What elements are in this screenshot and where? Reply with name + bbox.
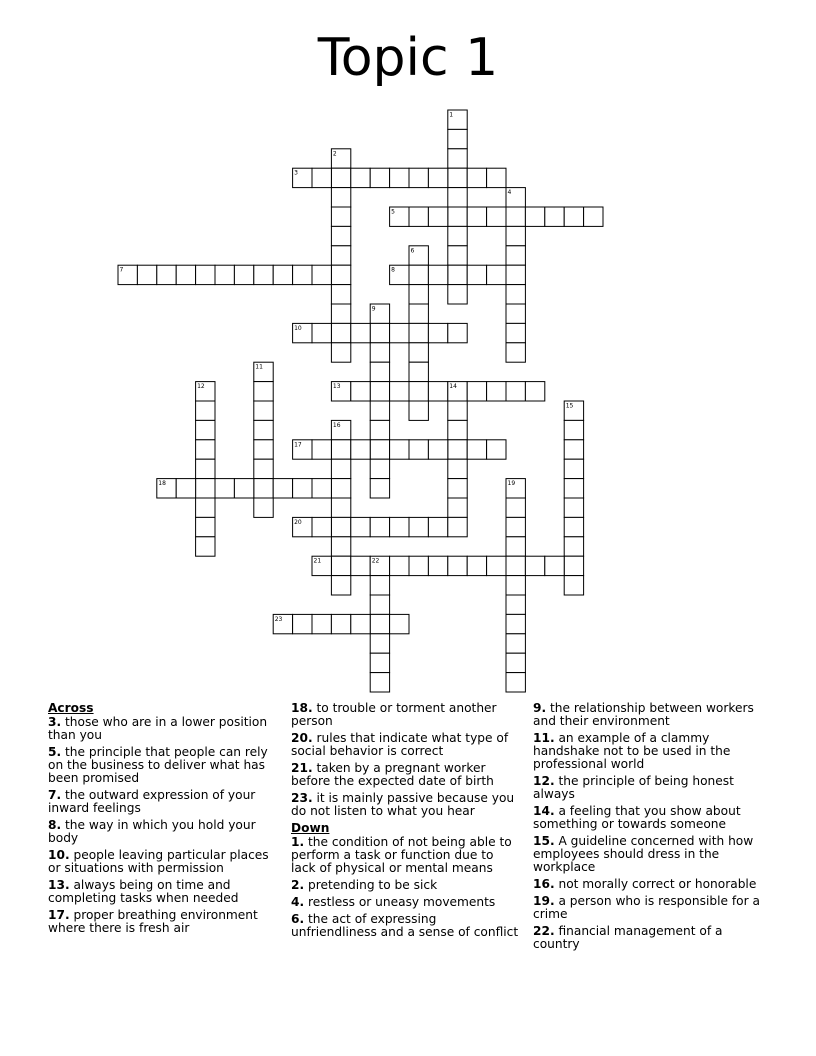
grid-cell[interactable] [331,459,350,478]
grid-cell[interactable] [564,479,583,498]
grid-cell[interactable] [448,226,467,245]
grid-cell[interactable] [331,556,350,575]
grid-cell[interactable] [487,265,506,284]
grid-cell[interactable] [215,265,234,284]
grid-cell[interactable] [196,537,215,556]
grid-cell[interactable] [448,129,467,148]
page-title: Topic 1 [317,28,499,88]
grid-cell[interactable] [448,498,467,517]
grid-cell[interactable] [467,556,486,575]
clue-down-16: 16. not morally correct or honorable [533,877,757,891]
grid-cell[interactable] [525,207,544,226]
grid-cell[interactable] [448,459,467,478]
grid-cell[interactable] [370,576,389,595]
grid-cell[interactable] [564,440,583,459]
down-heading: Down [291,821,330,835]
grid-cell[interactable] [254,459,273,478]
clue-number-label: 14 [449,383,457,391]
grid-cell[interactable] [448,323,467,342]
clue-across-3: 3. those who are in a lower position than you [48,715,268,742]
clue-across-13: 13. always being on time and completing tasks when needed [48,878,239,905]
clue-across-10: 10. people leaving particular places or situations with permission [48,848,269,875]
grid-cell[interactable] [428,207,447,226]
grid-cell[interactable] [370,673,389,692]
clue-number-label: 21 [313,557,322,565]
grid-cell[interactable] [545,556,564,575]
grid-cell[interactable] [370,479,389,498]
grid-cell[interactable] [351,168,370,187]
grid-cell[interactable] [409,285,428,304]
grid-cell[interactable] [428,556,447,575]
grid-cell[interactable] [409,382,428,401]
clues-column-1 [48,702,272,939]
grid-cell[interactable] [506,207,525,226]
grid-cell[interactable] [312,168,331,187]
grid-cell[interactable] [234,479,253,498]
grid-cell[interactable] [506,537,525,556]
grid-cell[interactable] [564,498,583,517]
clue-down-9: 9. the relationship between workers and their environment [533,701,754,728]
grid-cell[interactable] [487,440,506,459]
grid-cell[interactable] [254,420,273,439]
grid-cell[interactable] [331,498,350,517]
grid-cell[interactable] [196,265,215,284]
clue-number-label: 12 [197,383,205,391]
grid-cell[interactable] [312,440,331,459]
grid-cell[interactable] [370,401,389,420]
grid-cell[interactable] [564,517,583,536]
grid-cell[interactable] [331,207,350,226]
grid-cell[interactable] [234,265,253,284]
clue-number-label: 11 [255,363,263,371]
grid-cell[interactable] [487,168,506,187]
grid-cell[interactable] [506,246,525,265]
grid-cell[interactable] [137,265,156,284]
grid-cell[interactable] [312,614,331,633]
grid-cell[interactable] [176,479,195,498]
grid-cell[interactable] [448,265,467,284]
clue-down-2: 2. pretending to be sick [291,878,438,892]
grid-cell[interactable] [506,304,525,323]
grid-cell[interactable] [506,673,525,692]
clue-number-label: 5 [391,208,395,216]
grid-cell[interactable] [331,246,350,265]
grid-cell[interactable] [351,382,370,401]
grid-cell[interactable] [409,362,428,381]
grid-cell[interactable] [428,382,447,401]
clue-number-label: 15 [565,402,574,410]
clue-number-label: 8 [391,266,395,274]
grid-cell[interactable] [448,207,467,226]
clue-down-22: 22. financial management of a country [533,924,723,951]
clue-number-label: 1 [449,111,454,119]
grid-cell[interactable] [545,207,564,226]
grid-cell[interactable] [487,556,506,575]
grid-cell[interactable] [448,246,467,265]
clue-number-label: 7 [119,266,124,274]
grid-cell[interactable] [331,265,350,284]
clue-number-label: 16 [332,421,341,429]
grid-cell[interactable] [370,168,389,187]
grid-cell[interactable] [273,479,292,498]
grid-cell[interactable] [467,168,486,187]
grid-cell[interactable] [448,285,467,304]
clue-across-5: 5. the principle that people can rely on the business to deliver what has been promised [48,745,268,785]
grid-cell[interactable] [506,323,525,342]
grid-cell[interactable] [409,265,428,284]
grid-cell[interactable] [331,304,350,323]
clue-number-label: 23 [274,615,283,623]
clue-across-20: 20. rules that indicate what type of social behavior is correct [291,731,509,758]
grid-cell[interactable] [331,168,350,187]
grid-cell[interactable] [506,576,525,595]
grid-cell[interactable] [370,595,389,614]
grid-cell[interactable] [409,168,428,187]
clue-down-11: 11. an example of a clammy handshake not to be used in the professional world [533,731,731,771]
grid-cell[interactable] [312,265,331,284]
clue-across-17: 17. proper breathing environment where there is fresh air [48,908,258,935]
grid-cell[interactable] [428,265,447,284]
grid-cell[interactable] [351,517,370,536]
grid-cell[interactable] [506,614,525,633]
grid-cell[interactable] [409,323,428,342]
grid-cell[interactable] [409,207,428,226]
clue-across-8: 8. the way in which you hold your body [48,818,256,845]
clue-down-4: 4. restless or uneasy movements [291,895,496,909]
grid-cell[interactable] [351,614,370,633]
clue-number-label: 2 [332,150,337,158]
grid-cell[interactable] [331,517,350,536]
grid-cell[interactable] [525,556,544,575]
clue-down-1: 1. the condition of not being able to perform a task or function due to lack of physical or mental means [291,835,512,875]
grid-cell[interactable] [254,440,273,459]
grid-cell[interactable] [390,517,409,536]
grid-cell[interactable] [390,556,409,575]
grid-cell[interactable] [564,459,583,478]
grid-cell[interactable] [564,207,583,226]
clue-down-12: 12. the principle of being honest always [533,774,734,801]
clue-across-18: 18. to trouble or torment another person [291,701,497,728]
grid-cell[interactable] [467,440,486,459]
grid-cell[interactable] [487,382,506,401]
grid-cell[interactable] [390,614,409,633]
grid-cell[interactable] [409,304,428,323]
grid-cell[interactable] [448,556,467,575]
grid-cell[interactable] [196,440,215,459]
clue-number-label: 20 [294,518,302,526]
grid-cell[interactable] [196,401,215,420]
grid-cell[interactable] [506,382,525,401]
grid-cell[interactable] [254,401,273,420]
grid-cell[interactable] [331,440,350,459]
clues-column-3 [533,702,763,955]
grid-cell[interactable] [351,556,370,575]
clue-down-19: 19. a person who is responsible for a crime [533,894,760,921]
grid-cell[interactable] [390,440,409,459]
grid-cell[interactable] [428,517,447,536]
grid-cell[interactable] [409,440,428,459]
grid-cell[interactable] [331,614,350,633]
clue-across-21: 21. taken by a pregnant worker before the expected date of birth [291,761,494,788]
clue-number-label: 17 [294,441,302,449]
clue-number-label: 10 [294,324,302,332]
grid-cell[interactable] [448,420,467,439]
grid-cell[interactable] [409,401,428,420]
grid-cell[interactable] [448,168,467,187]
grid-cell[interactable] [254,265,273,284]
clue-down-14: 14. a feeling that you show about something or towards someone [533,804,741,831]
clue-number-label: 4 [507,189,512,197]
grid-cell[interactable] [390,382,409,401]
grid-cell[interactable] [506,556,525,575]
grid-cell[interactable] [331,479,350,498]
grid-cell[interactable] [448,188,467,207]
grid-cell[interactable] [506,343,525,362]
grid-cell[interactable] [254,498,273,517]
grid-cell[interactable] [331,285,350,304]
grid-cell[interactable] [564,556,583,575]
grid-cell[interactable] [273,265,292,284]
grid-cell[interactable] [487,207,506,226]
grid-cell[interactable] [370,420,389,439]
clue-across-7: 7. the outward expression of your inward feelings [48,788,256,815]
grid-cell[interactable] [370,517,389,536]
grid-cell[interactable] [196,498,215,517]
grid-cell[interactable] [196,420,215,439]
grid-cell[interactable] [351,440,370,459]
grid-cell[interactable] [331,226,350,245]
grid-cell[interactable] [254,382,273,401]
grid-cell[interactable] [196,517,215,536]
grid-cell[interactable] [331,537,350,556]
grid-cell[interactable] [448,440,467,459]
grid-cell[interactable] [293,479,312,498]
grid-cell[interactable] [370,382,389,401]
grid-cell[interactable] [370,634,389,653]
grid-cell[interactable] [467,207,486,226]
grid-cell[interactable] [370,653,389,672]
grid-cell[interactable] [506,595,525,614]
grid-cell[interactable] [506,634,525,653]
grid-cell[interactable] [506,226,525,245]
grid-cell[interactable] [312,323,331,342]
grid-cell[interactable] [312,517,331,536]
grid-cell[interactable] [467,382,486,401]
grid-cell[interactable] [331,576,350,595]
clue-number-label: 13 [332,383,341,391]
grid-cell[interactable] [215,479,234,498]
grid-cell[interactable] [409,517,428,536]
grid-cell[interactable] [157,265,176,284]
grid-cell[interactable] [370,614,389,633]
grid-cell[interactable] [370,323,389,342]
grid-cell[interactable] [564,537,583,556]
grid-cell[interactable] [254,479,273,498]
clue-number-label: 19 [507,480,516,488]
clues-column-2 [291,702,521,943]
grid-cell[interactable] [564,420,583,439]
grid-cell[interactable] [370,459,389,478]
grid-cell[interactable] [293,265,312,284]
grid-cell[interactable] [390,168,409,187]
grid-cell[interactable] [409,556,428,575]
grid-cell[interactable] [506,498,525,517]
grid-cell[interactable] [428,323,447,342]
grid-cell[interactable] [351,323,370,342]
grid-cell[interactable] [448,149,467,168]
grid-cell[interactable] [525,382,544,401]
grid-cell[interactable] [448,401,467,420]
grid-cell[interactable] [370,343,389,362]
grid-cell[interactable] [370,362,389,381]
clue-number-label: 22 [371,557,380,565]
clue-number-label: 9 [371,305,376,313]
grid-cell[interactable] [584,207,603,226]
grid-cell[interactable] [428,440,447,459]
grid-cell[interactable] [331,343,350,362]
grid-cell[interactable] [506,517,525,536]
grid-cell[interactable] [506,653,525,672]
grid-cell[interactable] [506,285,525,304]
clue-down-6: 6. the act of expressing unfriendliness and a sense of conflict [291,912,519,939]
clue-number-label: 18 [158,480,166,488]
grid-cell[interactable] [370,440,389,459]
grid-cell[interactable] [428,168,447,187]
grid-cell[interactable] [448,517,467,536]
grid-cell[interactable] [331,323,350,342]
grid-cell[interactable] [448,479,467,498]
clue-number-label: 3 [294,169,298,177]
across-heading: Across [48,701,94,715]
grid-cell[interactable] [196,459,215,478]
grid-cell[interactable] [176,265,195,284]
grid-cell[interactable] [390,323,409,342]
clue-down-15: 15. A guideline concerned with how employees should dress in the workplace [533,834,754,874]
grid-cell[interactable] [312,479,331,498]
clue-number-label: 6 [410,247,415,255]
clue-across-23: 23. it is mainly passive because you do not listen to what you hear [291,791,515,818]
grid-cell[interactable] [331,188,350,207]
grid-cell[interactable] [293,614,312,633]
grid-cell[interactable] [467,265,486,284]
grid-cell[interactable] [409,343,428,362]
grid-cell[interactable] [564,576,583,595]
grid-cell[interactable] [196,479,215,498]
grid-cell[interactable] [506,265,525,284]
